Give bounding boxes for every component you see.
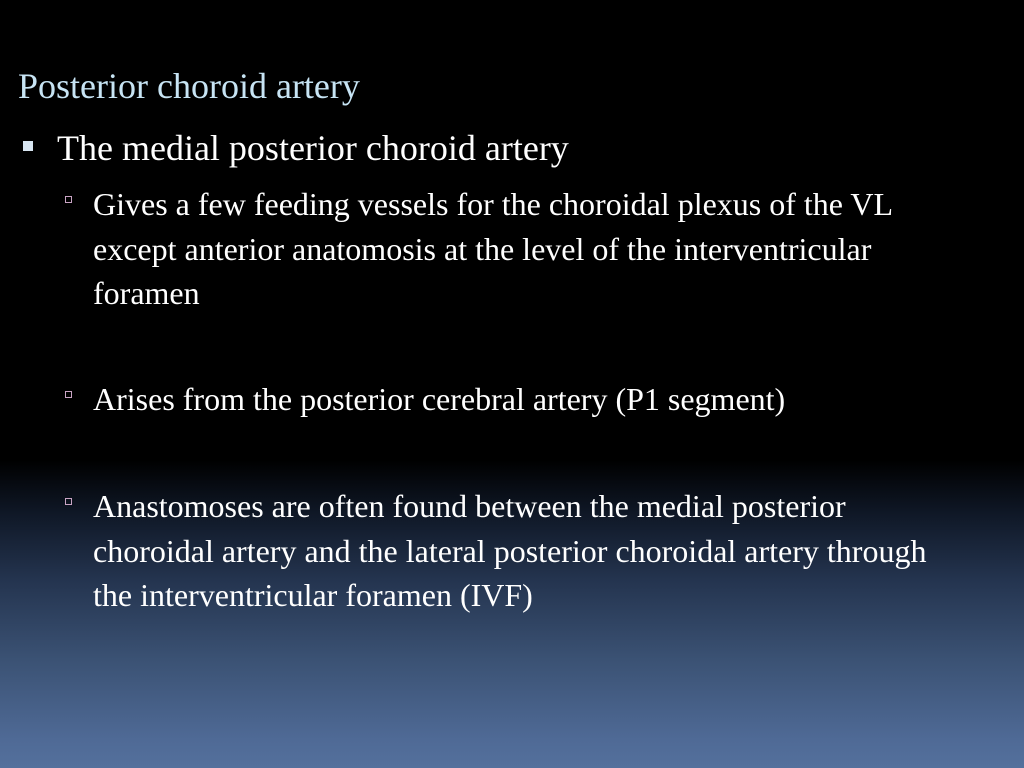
square-bullet-icon	[23, 141, 33, 151]
slide-title: Posterior choroid artery	[18, 66, 360, 106]
level1-bullet-text: The medial posterior choroid artery	[57, 128, 569, 168]
hollow-square-bullet-icon	[65, 196, 72, 203]
hollow-square-bullet-icon	[65, 391, 72, 398]
level2-bullet-text: Anastomoses are often found between the medial posterior choroidal artery and the lateral posterior choroidal artery through the interventricular foramen (IVF)	[93, 488, 927, 613]
level2-bullet-text: Gives a few feeding vessels for the choroidal plexus of the VL except anterior anatomosis at the level of the interventricular foramen	[93, 186, 892, 311]
level2-bullet-text: Arises from the posterior cerebral artery (P1 segment)	[93, 381, 786, 417]
hollow-square-bullet-icon	[65, 498, 72, 505]
